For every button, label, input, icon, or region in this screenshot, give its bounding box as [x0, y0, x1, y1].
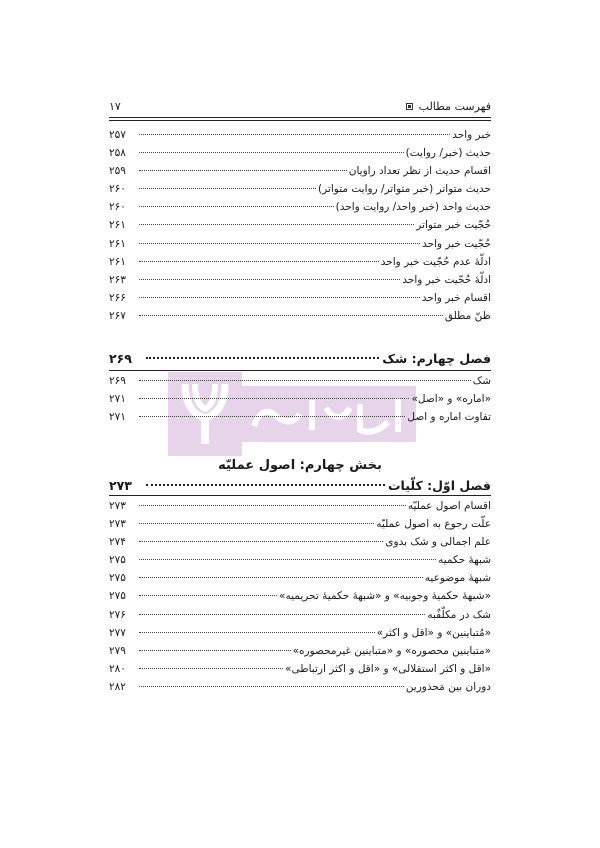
dot-leader	[139, 380, 471, 381]
dot-leader	[139, 134, 450, 135]
toc-entry[interactable]	[109, 678, 491, 696]
toc-entry[interactable]	[109, 515, 491, 533]
toc-entry[interactable]	[109, 198, 491, 216]
header-rule-bottom	[109, 120, 491, 121]
toc-entry-title: حُجّیت خبر متواتر	[416, 219, 491, 232]
dot-leader	[139, 541, 383, 542]
toc-entry-title: ادلّهٔ عدم حُجّیت خبر واحد	[380, 255, 491, 268]
toc-entry[interactable]	[109, 533, 491, 551]
dot-leader	[139, 224, 414, 225]
dot-leader	[139, 152, 404, 153]
toc-entry-page: ۲۶۰	[109, 201, 126, 214]
toc-entry[interactable]	[109, 271, 491, 289]
chapter-1-heading[interactable]	[109, 476, 491, 496]
toc-entry-page: ۲۷۶	[109, 608, 126, 621]
dot-leader	[139, 523, 374, 524]
toc-entry-page: ۲۶۷	[109, 309, 126, 322]
toc-entry[interactable]	[109, 180, 491, 198]
toc-entry-page: ۲۷۳	[109, 500, 126, 512]
toc-entry-title: اقسام حدیث از نظر تعداد راویان	[348, 165, 491, 178]
toc-entry[interactable]	[109, 642, 491, 660]
toc-entry-page: ۲۸۲	[109, 680, 126, 693]
toc-entry-title: شبههٔ حکمیه	[438, 554, 491, 567]
toc-entry-title: حدیث واحد (خبر واحد/ روایت واحد)	[335, 201, 491, 214]
toc-entry-page: ۲۷۵	[109, 554, 126, 567]
dot-leader	[139, 614, 425, 615]
toc-entry[interactable]	[109, 289, 491, 307]
dot-leader	[139, 170, 347, 171]
toc-entry-title: حدیث متواتر (خبر متواتر/ روایت متواتر)	[318, 183, 491, 196]
toc-entry-page: ۲۶۱	[109, 237, 126, 250]
part-4-heading[interactable]: بخش چهارم: اصول عملیّه	[218, 458, 382, 473]
header-page-number: ۱۷	[109, 99, 121, 113]
toc-entry[interactable]	[109, 216, 491, 234]
toc-entry-title: شک در مکلّفٌبه	[427, 608, 491, 621]
chapter-1-rule	[109, 495, 491, 496]
toc-entry-page: ۲۷۳	[109, 518, 126, 531]
toc-entry-page: ۲۵۹	[109, 165, 126, 178]
toc-entry-title: «مُتباینین» و «اقل و اکثر»	[376, 626, 491, 639]
dot-leader	[139, 632, 375, 633]
dot-leader	[139, 416, 405, 417]
toc-entry-page: ۲۷۷	[109, 626, 126, 639]
dot-leader	[139, 188, 316, 189]
toc-entry-title: «متباینین محصوره» و «متباینین غیرمحصوره»	[292, 644, 491, 657]
toc-entry-page: ۲۶۳	[109, 273, 126, 286]
toc-entry-title: حدیث (خبر/ روایت)	[405, 147, 491, 160]
toc-entry-title: تفاوت اماره و اصل	[407, 411, 491, 424]
toc-entry[interactable]	[109, 606, 491, 624]
toc-entry-page: ۲۵۷	[109, 129, 126, 141]
page-header	[109, 97, 491, 115]
toc-entry-title: «اقل و اکثر استقلالی» و «اقل و اکثر ارتباطی»	[285, 662, 491, 675]
toc-entry-page: ۲۸۰	[109, 662, 126, 675]
toc-entry[interactable]	[109, 551, 491, 569]
dot-leader	[139, 650, 291, 651]
toc-entry[interactable]	[109, 307, 491, 325]
dot-leader	[139, 505, 406, 506]
header-title-group	[406, 100, 491, 113]
toc-entry-page: ۲۷۴	[109, 536, 126, 549]
toc-entry-page: ۲۶۱	[109, 219, 126, 232]
toc-entry-page: ۲۶۶	[109, 291, 126, 304]
dot-leader	[139, 686, 404, 687]
dot-leader	[146, 357, 379, 359]
square-bullet-icon	[406, 103, 413, 110]
toc-entry-title: شک	[472, 375, 491, 387]
toc-entry[interactable]	[109, 253, 491, 271]
toc-entry[interactable]	[109, 587, 491, 605]
toc-entry-title: حُجّیت خبر واحد	[422, 237, 491, 250]
dot-leader	[139, 206, 334, 207]
header-rule-top	[109, 117, 491, 118]
toc-entry[interactable]	[109, 408, 491, 426]
toc-entry[interactable]	[109, 624, 491, 642]
toc-entry[interactable]	[109, 497, 491, 515]
toc-entry-page: ۲۶۹	[109, 375, 126, 387]
toc-entry-title: علم اجمالی و شک بدوی	[385, 536, 491, 549]
toc-list-section-b	[109, 372, 491, 426]
dot-leader	[146, 484, 385, 486]
toc-list-section-c	[109, 497, 491, 696]
dot-leader	[139, 261, 379, 262]
toc-entry-title: ادلّهٔ حُجّیت خبر واحد	[402, 273, 491, 286]
toc-entry[interactable]	[109, 390, 491, 408]
dot-leader	[139, 297, 420, 298]
toc-entry-page: ۲۷۱	[109, 411, 126, 424]
dot-leader	[139, 595, 277, 596]
toc-entry-page: ۲۷۵	[109, 572, 126, 585]
toc-entry[interactable]	[109, 126, 491, 144]
toc-entry-page: ۲۷۱	[109, 393, 126, 406]
dot-leader	[139, 315, 443, 316]
toc-entry[interactable]	[109, 660, 491, 678]
toc-entry-title: علّت رجوع به اصول عملیّه	[376, 518, 491, 531]
toc-entry-title: ظنّ مطلق	[444, 309, 491, 322]
toc-entry[interactable]	[109, 569, 491, 587]
header-title: فهرست مطالب	[418, 99, 491, 113]
chapter-1-page: ۲۷۳	[109, 478, 132, 493]
toc-entry-page: ۲۶۰	[109, 183, 126, 196]
toc-entry[interactable]	[109, 235, 491, 253]
dot-leader	[139, 559, 436, 560]
dot-leader	[139, 279, 400, 280]
toc-entry-title: خبر واحد	[452, 129, 491, 141]
toc-entry-title: شبههٔ موضوعیه	[424, 572, 491, 585]
toc-entry[interactable]	[109, 372, 491, 390]
dot-leader	[139, 243, 420, 244]
toc-entry-page: ۲۷۹	[109, 644, 126, 657]
chapter-4-page: ۲۶۹	[109, 351, 132, 366]
toc-entry[interactable]	[109, 162, 491, 180]
toc-entry[interactable]	[109, 144, 491, 162]
chapter-4-heading[interactable]	[109, 349, 491, 369]
dot-leader	[139, 398, 409, 399]
toc-entry-title: اقسام خبر واحد	[421, 291, 491, 304]
chapter-4-title: فصل چهارم: شک	[382, 351, 491, 366]
toc-entry-page: ۲۵۸	[109, 147, 126, 160]
chapter-4-rule	[109, 370, 491, 371]
toc-entry-title: «اماره» و «اصل»	[411, 393, 491, 406]
toc-entry-page: ۲۶۱	[109, 255, 126, 268]
toc-entry-title: دوران بین مَحذورین	[405, 680, 491, 693]
toc-entry-page: ۲۷۵	[109, 590, 126, 603]
toc-list-section-a	[109, 126, 491, 325]
dot-leader	[139, 668, 283, 669]
chapter-1-title: فصل اوّل: کلّیات	[388, 478, 491, 493]
toc-entry-title: «شبههٔ حکمیهٔ وجوبیه» و «شبههٔ حکمیهٔ تحریمیه»	[279, 590, 491, 603]
dot-leader	[139, 577, 423, 578]
toc-entry-title: اقسام اصول عملیّه	[407, 500, 491, 512]
